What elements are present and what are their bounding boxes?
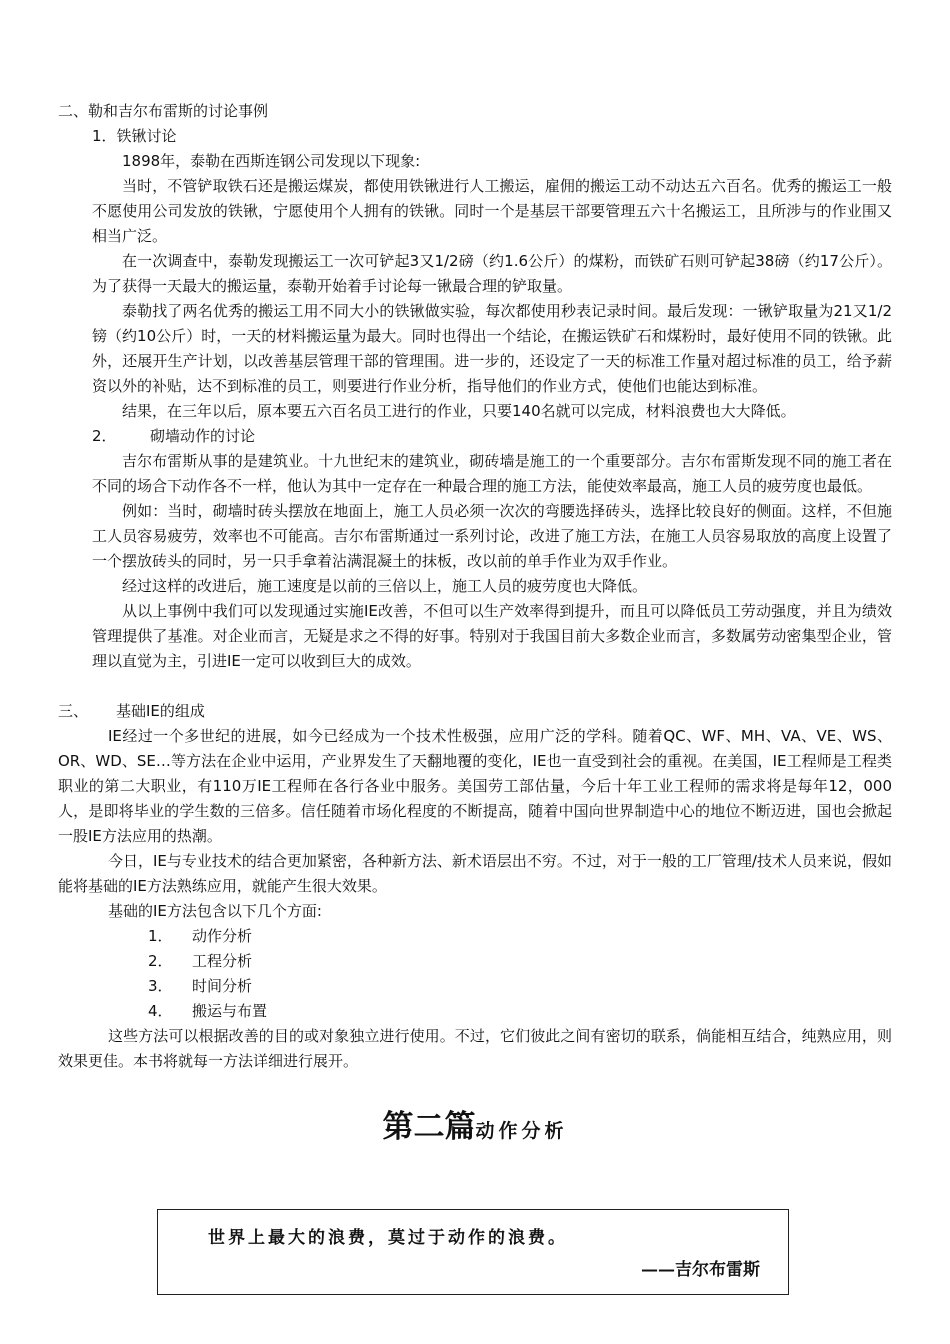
document-page [58, 99, 892, 1152]
quote-box [157, 1209, 789, 1295]
section-heading [58, 699, 892, 724]
subsection-heading: 1．铁锹讨论 [92, 127, 177, 145]
paragraph: 当时，不管铲取铁石还是搬运煤炭，都使用铁锹进行人工搬运，雇佣的搬运工动不动达五六百名。优秀的搬运工一般不愿使用公司发放的铁锹，宁愿使用个人拥有的铁锹。同时一个是基层干部要管理五六十名搬运工，且所涉与的作业围又相当广泛。 [92, 177, 892, 245]
list-label: 搬运与布置 [192, 1002, 268, 1020]
method-list [58, 924, 892, 1024]
list-label: 动作分析 [192, 927, 253, 945]
part-title-main: 第二篇 [382, 1109, 476, 1145]
section-number: 三、 [58, 702, 89, 720]
subsection-title: 砌墙动作的讨论 [150, 427, 256, 445]
paragraph: 从以上事例中我们可以发现通过实施IE改善，不但可以生产效率得到提升，而且可以降低员工劳动强度，并且为绩效管理提供了基准。对企业而言，无疑是求之不得的好事。特别对于我国目前大多数企业而言，多数属劳动密集型企业，管理以直觉为主，引进IE一定可以收到巨大的成效。 [92, 602, 892, 670]
paragraph: 吉尔布雷斯从事的是建筑业。十九世纪末的建筑业，砌砖墙是施工的一个重要部分。吉尔布雷斯发现不同的施工者在不同的场合下动作各不一样，他认为其中一定存在一种最合理的施工方法，能使效率最高，施工人员的疲劳度也最低。 [92, 452, 892, 495]
paragraph: 例如：当时，砌墙时砖头摆放在地面上，施工人员必须一次次的弯腰选择砖头，选择比较良好的侧面。这样，不但施工人员容易疲劳，效率也不可能高。吉尔布雷斯通过一系列讨论，改进了施工方法，在施工人员容易取放的高度上设置了一个摆放砖头的同时，另一只手拿着沾满混凝土的抹板，改以前的单手作业为双手作业。 [92, 502, 892, 570]
list-item [148, 974, 892, 999]
list-number: 4． [148, 1002, 173, 1020]
section-heading: 二、勒和吉尔布雷斯的讨论事例 [58, 102, 269, 120]
quote-text: 世界上最大的浪费，莫过于动作的浪费。 [208, 1228, 568, 1248]
part-title-sub: 动作分析 [475, 1120, 568, 1142]
list-number: 1． [148, 927, 173, 945]
list-label: 时间分析 [192, 977, 253, 995]
list-label: 工程分析 [192, 952, 253, 970]
paragraph: 基础的IE方法包含以下几个方面: [108, 902, 322, 920]
list-item [148, 949, 892, 974]
paragraph: 经过这样的改进后，施工速度是以前的三倍以上，施工人员的疲劳度也大降低。 [122, 577, 648, 595]
paragraph: 结果，在三年以后，原本要五六百名员工进行的作业，只要140名就可以完成，材料浪费也大大降低。 [122, 402, 796, 420]
list-item [148, 999, 892, 1024]
subsection-number: 2． [92, 427, 117, 445]
part-title [58, 1107, 892, 1152]
list-number: 2． [148, 952, 173, 970]
list-item [148, 924, 892, 949]
list-number: 3． [148, 977, 173, 995]
subsection-heading [92, 424, 892, 449]
paragraph: 这些方法可以根据改善的目的或对象独立进行使用。不过，它们彼此之间有密切的联系，倘能相互结合，纯熟应用，则效果更佳。本书将就每一方法详细进行展开。 [58, 1027, 892, 1070]
paragraph: 今日，IE与专业技术的结合更加紧密，各种新方法、新术语层出不穷。不过，对于一般的工厂管理/技术人员来说，假如能将基础的IE方法熟练应用，就能产生很大效果。 [58, 852, 892, 895]
quote-author: ——吉尔布雷斯 [641, 1260, 760, 1280]
section-title: 基础IE的组成 [116, 702, 205, 720]
paragraph: 泰勒找了两名优秀的搬运工用不同大小的铁锹做实验，每次都使用秒表记录时间。最后发现：一锹铲取量为21又1/2镑（约10公斤）时，一天的材料搬运量为最大。同时也得出一个结论，在搬运铁矿石和煤粉时，最好使用不同的铁锹。此外，还展开生产计划，以改善基层管理干部的管理围。进一步的，还设定了一天的标准工作量对超过标准的员工，给予薪资以外的补贴，达不到标准的员工，则要进行作业分析，指导他们的作业方式，使他们也能达到标准。 [92, 302, 892, 395]
paragraph: 1898年，泰勒在西斯连钢公司发现以下现象: [122, 152, 421, 170]
paragraph: 在一次调查中，泰勒发现搬运工一次可铲起3又1/2磅（约1.6公斤）的煤粉，而铁矿石则可铲起38磅（约17公斤）。为了获得一天最大的搬运量，泰勒开始着手讨论每一锹最合理的铲取量。 [92, 252, 892, 295]
paragraph: IE经过一个多世纪的进展，如今已经成为一个技术性极强，应用广泛的学科。随着QC、WF、MH、VA、VE、WS、OR、WD、SE…等方法在企业中运用，产业界发生了天翻地覆的变化，IE也一直受到社会的重视。在美国，IE工程师是工程类职业的第二大职业，有110万IE工程师在各行各业中服务。美国劳工部估量，今后十年工业工程师的需求将是每年12，000人，是即将毕业的学生数的三倍多。信任随着市场化程度的不断提高，随着中国向世界制造中心的地位不断迈进，国也会掀起一股IE方法应用的热潮。 [58, 727, 892, 845]
